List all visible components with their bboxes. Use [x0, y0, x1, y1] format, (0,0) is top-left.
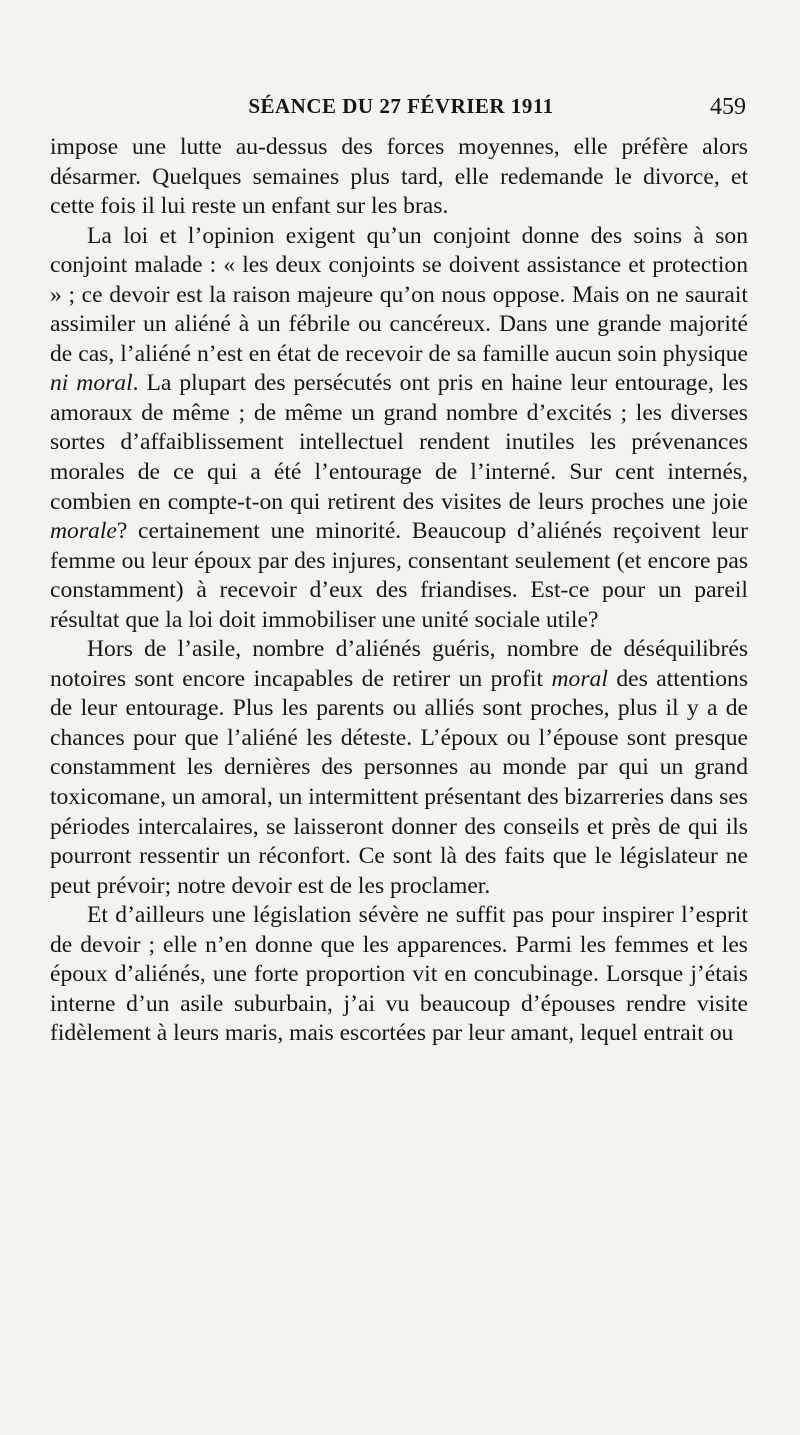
paragraph-3 — [50, 635, 748, 901]
page-number: 459 — [710, 94, 746, 120]
text-run: des attentions de leur entourage. Plus les parents ou alliés sont proches, plus il y a de chances pour que l’aliéné les déteste. L’époux ou l’épouse sont presque constamment les dernières des personnes au monde par qui un grand toxicomane, un amoral, un intermittent présentant des bizarreries dans ses périodes intercalaires, se laisseront donner des conseils et près de qui ils pourront ressentir un réconfort. Ce sont là des faits que le législateur ne peut prévoir; notre devoir est de les proclamer. — [50, 665, 749, 899]
italic-run: moral — [551, 665, 608, 692]
paragraph-4 — [50, 901, 748, 1049]
paragraph-2 — [50, 222, 748, 636]
text-run: ? certainement une minorité. Beaucoup d’aliénés reçoivent leur femme ou leur époux par des injures, consentant seulement (et encore pas constamment) à recevoir d’eux des friandises. Est-ce pour un pareil résultat que la loi doit immobiliser une unité sociale utile? — [50, 518, 748, 633]
text-run: . La plupart des persécutés ont pris en haine leur entourage, les amoraux de même ; de même un grand nombre d’excités ; les diverses sortes d’affaiblissement intellectuel rendent inutiles les prévenances morales de ce qui a été l’entourage de l’interné. Sur cent internés, combien en compte-t-on qui retirent des visites de leurs proches une joie — [50, 370, 748, 515]
body-text — [50, 133, 748, 1049]
paragraph-1 — [50, 133, 748, 222]
text-run: La loi et l’opinion exigent qu’un conjoint donne des soins à son conjoint malade : « les deux conjoints se doivent assistance et protection » ; ce devoir est la raison majeure qu’on nous oppose. Mais on ne saurait assimiler un aliéné à un fébrile ou cancéreux. Dans une grande majorité de cas, l’aliéné n’est en état de recevoir de sa famille aucun soin physique — [50, 222, 748, 367]
text-run: Et d’ailleurs une législation sévère ne suffit pas pour inspirer l’esprit de devoir ; elle n’en donne que les apparences. Parmi les femmes et les époux d’aliénés, une forte proportion vit en concubinage. Lorsque j’étais interne d’un asile suburbain, j’ai vu beaucoup d’épouses rendre visite fidèlement à leurs maris, mais escortées par leur amant, lequel entrait ou — [50, 902, 748, 1047]
text-run: impose une lutte au-dessus des forces moyennes, elle préfère alors désarmer. Quelques semaines plus tard, elle redemande le divorce, et cette fois il lui reste un enfant sur les bras. — [50, 134, 748, 220]
italic-run: ni moral — [50, 370, 133, 397]
running-head: SÉANCE DU 27 FÉVRIER 1911 — [248, 94, 554, 118]
text-run: Hors de l’asile, nombre d’aliénés guéris, nombre de déséquilibrés notoires sont encore incapables de retirer un profit — [50, 636, 748, 692]
page-header — [50, 94, 752, 130]
italic-run: morale — [50, 518, 117, 545]
